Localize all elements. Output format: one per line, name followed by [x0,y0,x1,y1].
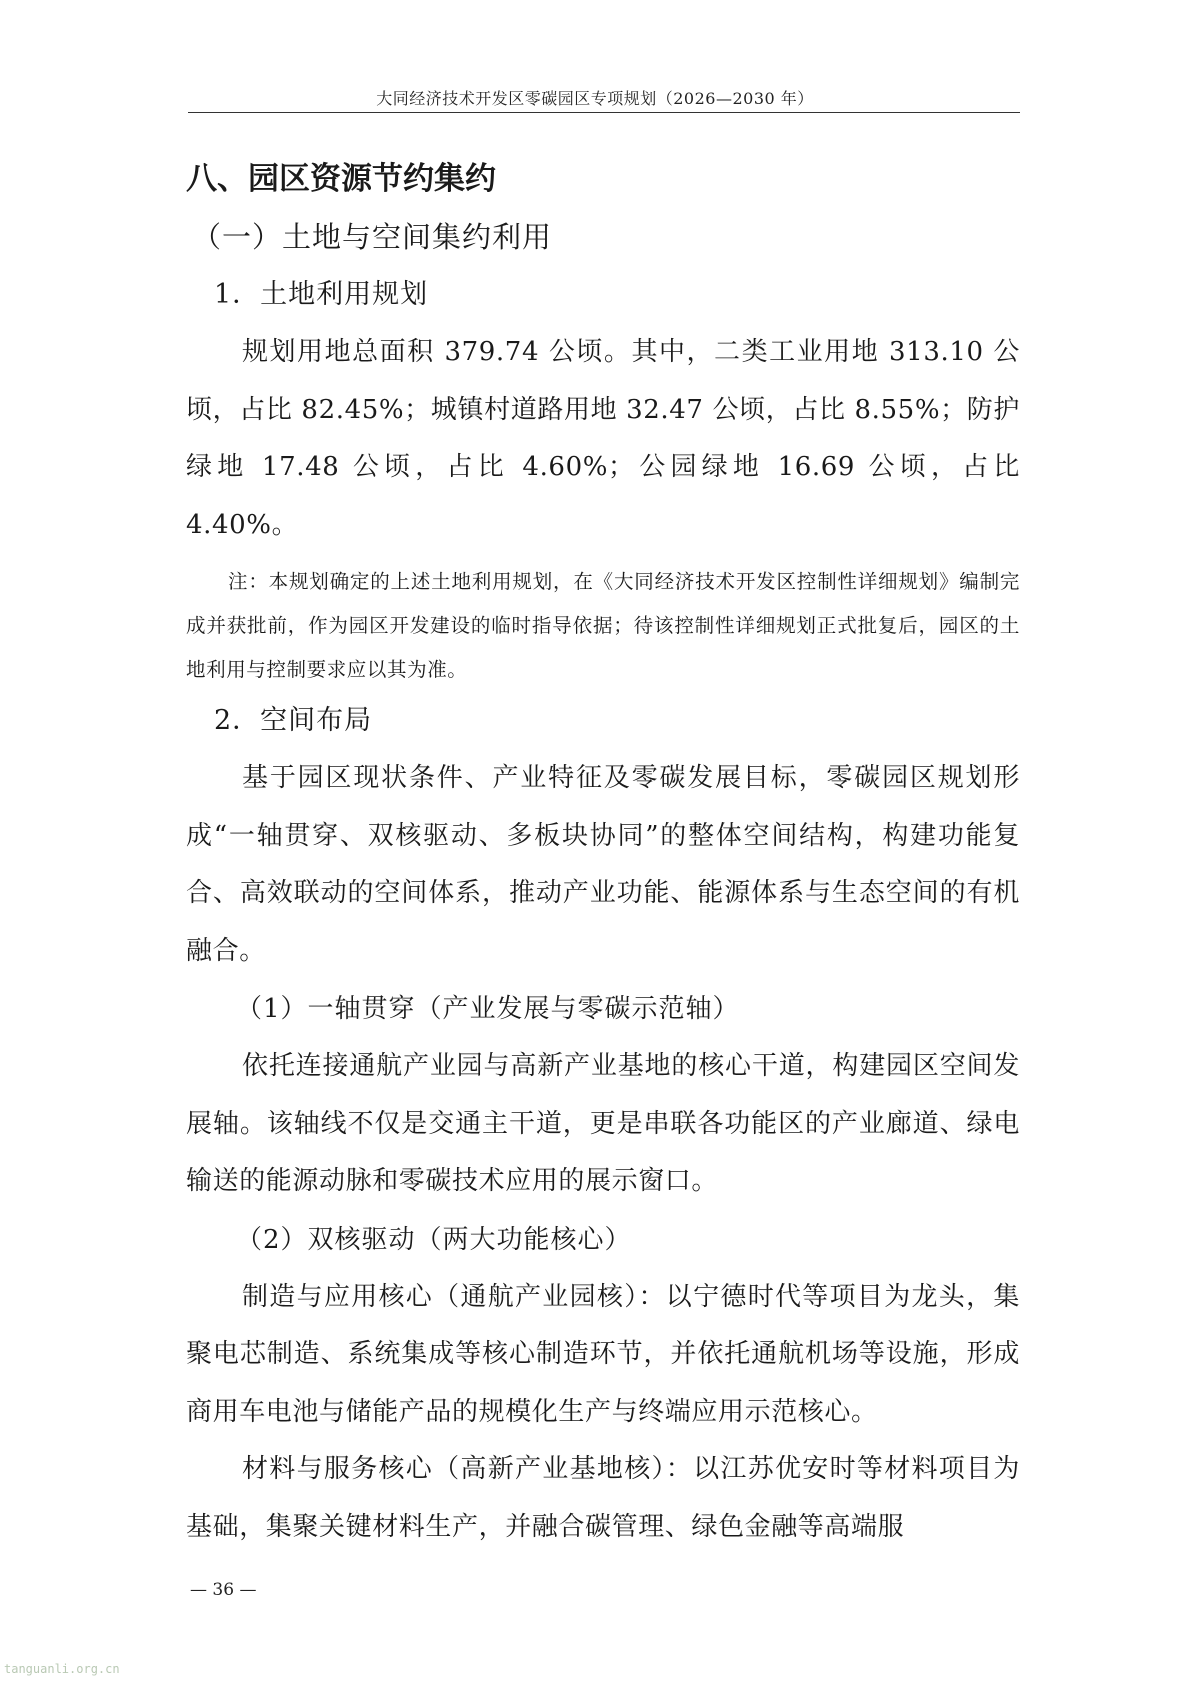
dual-core-title: （2）双核驱动（两大功能核心） [236,1224,632,1255]
page-number: — 36 — [190,1580,257,1600]
materials-core-paragraph: 材料与服务核心（高新产业基地核）：以江苏优安时等材料项目为基础，集聚关键材料生产，并融合碳管理、绿色金融等高端服 [186,1454,1020,1542]
land-use-paragraph: 规划用地总面积 379.74 公顷。其中，二类工业用地 313.10 公顷，占比 82.45%；城镇村道路用地 32.47 公顷，占比 8.55%；防护绿地 17.48 公顷，占比 4.60%；公园绿地 16.69 公顷，占比 4.40%。 [186,337,1020,540]
item-land-use-title: 1．土地利用规划 [214,279,429,310]
manufacturing-core-paragraph: 制造与应用核心（通航产业园核）：以宁德时代等项目为龙头，集聚电芯制造、系统集成等核心制造环节，并依托通航机场等设施，形成商用车电池与储能产品的规模化生产与终端应用示范核心。 [186,1281,1020,1427]
running-header: 大同经济技术开发区零碳园区专项规划（2026—2030 年） [376,89,814,108]
page-body [186,150,1020,1556]
item-spatial-layout-title: 2．空间布局 [214,705,373,736]
subsection-title: （一）土地与空间集约利用 [192,220,553,254]
land-use-note: 注：本规划确定的上述土地利用规划，在《大同经济技术开发区控制性详细规划》编制完成并获批前，作为园区开发建设的临时指导依据；待该控制性详细规划正式批复后，园区的土地利用与控制要求应以其为准。 [186,570,1020,681]
header-divider [188,112,1020,113]
section-title: 八、园区资源节约集约 [186,161,496,197]
site-watermark: tanguanli.org.cn [4,1662,120,1676]
spatial-layout-paragraph: 基于园区现状条件、产业特征及零碳发展目标，零碳园区规划形成“一轴贯穿、双核驱动、多板块协同”的整体空间结构，构建功能复合、高效联动的空间体系，推动产业功能、能源体系与生态空间的有机融合。 [186,763,1020,966]
axis-title: （1）一轴贯穿（产业发展与零碳示范轴） [236,994,740,1024]
axis-paragraph: 依托连接通航产业园与高新产业基地的核心干道，构建园区空间发展轴。该轴线不仅是交通主干道，更是串联各功能区的产业廊道、绿电输送的能源动脉和零碳技术应用的展示窗口。 [186,1051,1020,1196]
